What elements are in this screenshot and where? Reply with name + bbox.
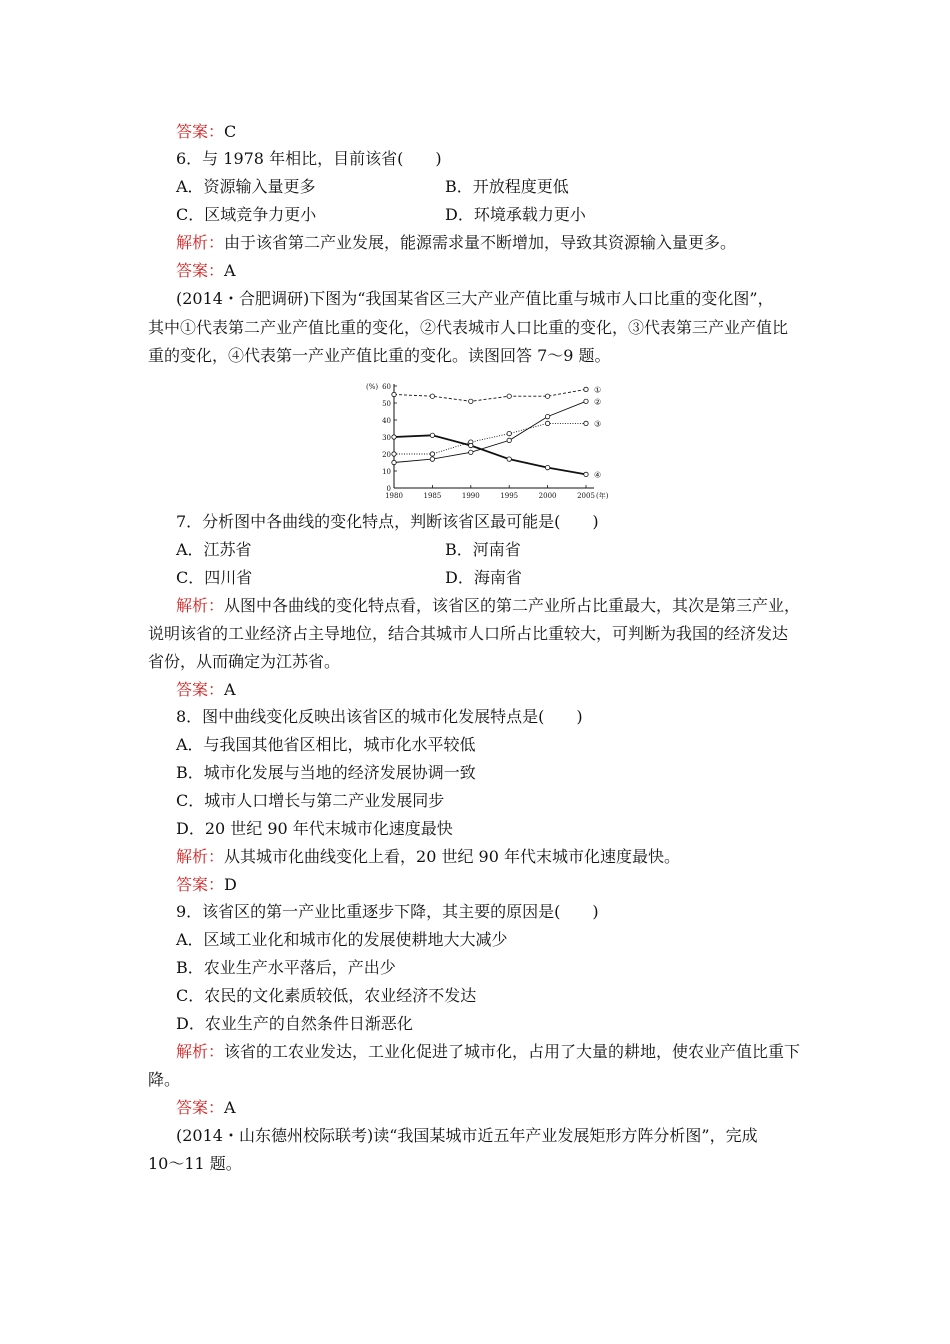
x-tick-label: 1990 — [461, 492, 480, 500]
explanation-8: 解析：从其城市化曲线变化上看，20 世纪 90 年代末城市化速度最快。 — [176, 847, 680, 866]
x-tick-label: 2005 — [577, 492, 595, 500]
data-point — [392, 392, 396, 396]
x-tick-label: 2000 — [538, 492, 557, 500]
y-tick-label: 10 — [382, 468, 391, 476]
question-8-option-c: C．城市人口增长与第二产业发展同步 — [176, 791, 445, 810]
series-label: ④ — [594, 470, 602, 480]
data-point — [507, 438, 511, 442]
explanation-9-line-2: 降。 — [148, 1070, 181, 1089]
explanation-7-line-3: 省份，从而确定为江苏省。 — [148, 652, 341, 671]
x-tick-label: 1995 — [500, 492, 519, 500]
question-9-stem: 9．该省区的第一产业比重逐步下降，其主要的原因是( ) — [176, 902, 599, 921]
x-tick-label: 1980 — [385, 492, 403, 500]
data-point — [545, 465, 549, 469]
data-point — [469, 450, 473, 454]
data-point — [430, 394, 434, 398]
explanation-9-line-1: 解析：该省的工农业发达，工业化促进了城市化，占用了大量的耕地，使农业产值比重下 — [176, 1042, 801, 1061]
x-tick-label: 1985 — [423, 492, 442, 500]
y-tick-label: 40 — [382, 417, 391, 425]
data-point — [392, 452, 396, 456]
intro2-paragraph-line-1: (2014・山东德州校际联考)读“我国某城市近五年产业发展矩形方阵分析图”，完成 — [176, 1126, 758, 1145]
data-point — [469, 399, 473, 403]
data-point — [507, 457, 511, 461]
data-point — [469, 443, 473, 447]
y-axis-label: (%) — [366, 383, 379, 391]
series-line-1 — [394, 389, 586, 401]
question-6-stem: 6．与 1978 年相比，目前该省( ) — [176, 149, 442, 168]
question-8-stem: 8．图中曲线变化反映出该省区的城市化发展特点是( ) — [176, 707, 583, 726]
y-tick-label: 60 — [382, 383, 391, 391]
series-line-4 — [394, 435, 586, 474]
data-point — [584, 387, 588, 391]
question-7-option-c: C．四川省 — [176, 568, 253, 587]
data-point — [545, 394, 549, 398]
data-point — [584, 421, 588, 425]
question-9-option-b: B．农业生产水平落后，产出少 — [176, 958, 396, 977]
question-6-option-a: A．资源输入量更多 — [176, 177, 316, 196]
data-point — [430, 433, 434, 437]
question-8-option-a: A．与我国其他省区相比，城市化水平较低 — [176, 735, 476, 754]
intro-paragraph-line-2: 其中①代表第二产业产值比重的变化，②代表城市人口比重的变化，③代表第三产业产值比 — [148, 318, 789, 337]
intro-paragraph-line-3: 重的变化，④代表第一产业产值比重的变化。读图回答 7～9 题。 — [148, 346, 611, 365]
data-point — [584, 472, 588, 476]
x-axis-label: (年) — [596, 492, 609, 500]
intro-paragraph-line-1: (2014・合肥调研)下图为“我国某省区三大产业产值比重与城市人口比重的变化图”， — [176, 289, 774, 308]
question-9-option-d: D．农业生产的自然条件日渐恶化 — [176, 1014, 413, 1033]
series-line-2 — [394, 401, 586, 462]
question-6-option-b: B．开放程度更低 — [445, 177, 569, 196]
answer-8: 答案：D — [176, 875, 237, 894]
explanation-6: 解析：由于该省第二产业发展，能源需求量不断增加，导致其资源输入量更多。 — [176, 233, 737, 252]
series-label: ③ — [594, 419, 602, 429]
y-tick-label: 50 — [382, 400, 391, 408]
series-label: ① — [594, 385, 602, 395]
question-7-option-d: D．海南省 — [445, 568, 522, 587]
question-6-option-d: D．环境承载力更小 — [445, 205, 586, 224]
question-7-option-b: B．河南省 — [445, 540, 521, 559]
data-point — [430, 452, 434, 456]
y-tick-label: 30 — [382, 434, 391, 442]
y-tick-label: 20 — [382, 451, 391, 459]
data-point — [545, 421, 549, 425]
question-8-option-b: B．城市化发展与当地的经济发展协调一致 — [176, 763, 476, 782]
data-point — [392, 460, 396, 464]
y-tick-label: 0 — [386, 485, 391, 493]
question-6-option-c: C．区域竞争力更小 — [176, 205, 317, 224]
answer-9: 答案：A — [176, 1098, 236, 1117]
data-point — [392, 435, 396, 439]
answer-6: 答案：A — [176, 261, 236, 280]
explanation-7-line-2: 说明该省的工业经济占主导地位，结合其城市人口所占比重较大，可判断为我国的经济发达 — [148, 624, 789, 643]
explanation-7-line-1: 解析：从图中各曲线的变化特点看，该省区的第二产业所占比重最大，其次是第三产业， — [176, 596, 801, 615]
data-point — [507, 394, 511, 398]
question-7-option-a: A．江苏省 — [176, 540, 252, 559]
question-9-option-c: C．农民的文化素质较低，农业经济不发达 — [176, 986, 477, 1005]
series-line-3 — [394, 423, 586, 454]
question-7-stem: 7．分析图中各曲线的变化特点，判断该省区最可能是( ) — [176, 512, 599, 531]
data-point — [430, 457, 434, 461]
series-label: ② — [594, 397, 602, 407]
industry-urbanization-line-chart — [350, 378, 630, 506]
intro2-paragraph-line-2: 10～11 题。 — [148, 1154, 242, 1173]
question-9-option-a: A．区域工业化和城市化的发展使耕地大大减少 — [176, 930, 508, 949]
answer-7: 答案：A — [176, 680, 236, 699]
data-point — [545, 414, 549, 418]
question-8-option-d: D．20 世纪 90 年代末城市化速度最快 — [176, 819, 453, 838]
data-point — [584, 399, 588, 403]
data-point — [507, 431, 511, 435]
answer-5: 答案：C — [176, 122, 237, 141]
